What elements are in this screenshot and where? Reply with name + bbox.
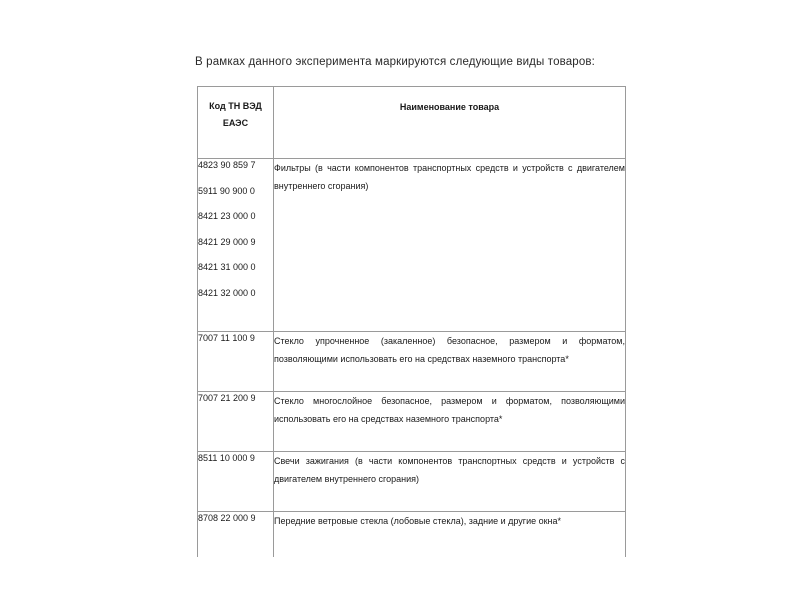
code-value: 8421 23 000 0 [198, 211, 256, 222]
header-code-line2: ЕАЭС [222, 118, 249, 128]
code-value: 8421 32 000 0 [198, 287, 256, 298]
code-value: 8708 22 000 9 [198, 513, 256, 523]
goods-name-cell: Фильтры (в части компонентов транспортных средств и устройств с двигателем внутреннего сгорания) [274, 159, 626, 332]
header-code-line1: Код ТН ВЭД [209, 101, 262, 111]
code-value: 7007 11 100 9 [198, 333, 255, 343]
code-value: 8511 10 000 9 [198, 453, 255, 463]
code-cell [198, 452, 274, 512]
intro-text: В рамках данного эксперимента маркируются следующие виды товаров: [195, 56, 596, 68]
table-header-row [198, 87, 626, 159]
goods-table [197, 86, 626, 557]
table-row [198, 332, 626, 392]
table-row [198, 159, 626, 332]
code-cell [198, 392, 274, 452]
code-value: 4823 90 859 7 [198, 160, 256, 170]
code-value: 8421 29 000 9 [198, 236, 256, 247]
code-cell [198, 332, 274, 392]
table-row [198, 512, 626, 558]
code-cell [198, 512, 274, 558]
code-value: 8421 31 000 0 [198, 262, 256, 273]
header-name: Наименование товара [274, 87, 626, 159]
code-value: 7007 21 200 9 [198, 393, 256, 403]
table-row [198, 452, 626, 512]
table-row [198, 392, 626, 452]
header-code [198, 87, 274, 159]
code-cell [198, 159, 274, 332]
goods-name-cell: Передние ветровые стекла (лобовые стекла), задние и другие окна* [274, 512, 626, 558]
goods-name-cell: Стекло упрочненное (закаленное) безопасное, размером и форматом, позволяющими использовать его на средствах наземного транспорта* [274, 332, 626, 392]
goods-name-cell: Свечи зажигания (в части компонентов транспортных средств и устройств с двигателем внутреннего сгорания) [274, 452, 626, 512]
code-value: 5911 90 900 0 [198, 185, 255, 196]
goods-name-cell: Стекло многослойное безопасное, размером и форматом, позволяющими использовать его на средствах наземного транспорта* [274, 392, 626, 452]
